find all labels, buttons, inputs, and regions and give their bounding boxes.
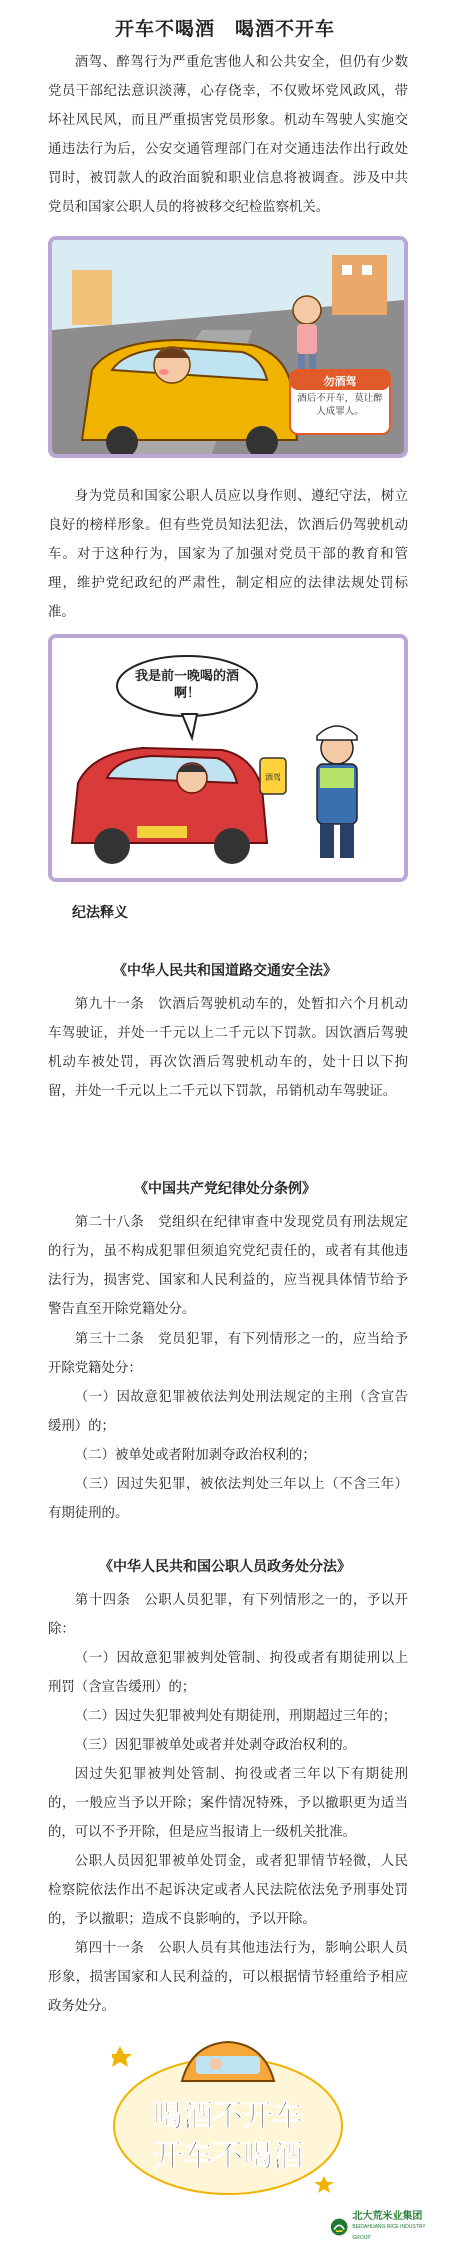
law1-text: 第九十一条 饮酒后驾驶机动车的，处暂扣六个月机动车驾驶证，并处一千元以上二千元以下罚款。因饮酒后驾驶机动车被处罚，再次饮酒后驾驶机动车的，处十日以下拘留，并处一千元以上二千元以下罚款，吊销机动车驾驶证。 — [48, 997, 408, 1099]
law2-article-28: 第二十八条 党组织在纪律审查中发现党员有刑法规定的行为，虽不构成犯罪但须追究党纪责任的，或者有其他违法行为，损害党、国家和人民利益的，应当视具体情节给予警告直至开除党籍处分。 — [48, 1215, 408, 1317]
star-icon — [112, 2046, 132, 2067]
law3-article-14: 第十四条 公职人员犯罪，有下列情形之一的，予以开除： — [48, 1593, 408, 1637]
company-logo — [330, 2210, 430, 2241]
cartoon-drunk-driver-illustration — [52, 240, 404, 454]
section-label: 纪法释义 — [72, 905, 128, 921]
banner-line-2: 开车不喝酒 — [153, 2139, 303, 2174]
law2-title: 《中国共产党纪律处分条例》 — [134, 1181, 316, 1197]
law3-item-2: （二）因过失犯罪被判处有期徒刑，刑期超过三年的； — [74, 1709, 397, 1724]
device-label: 酒驾 — [265, 773, 281, 782]
driver-figure — [154, 347, 190, 383]
law3-item-3: （三）因犯罪被单处或者并处剥夺政治权利的。 — [74, 1738, 356, 1753]
law3-paragraph-negligence: 因过失犯罪被判处管制、拘役或者三年以下有期徒刑的，一般应当予以开除；案件情况特殊，予以撤职更为适当的，可以不予开除，但是应当报请上一级机关批准。 — [48, 1767, 408, 1840]
cartoon-police-check-illustration — [52, 638, 404, 878]
logo-subtitle: BEIDAHUANG RICE INDUSTRY GROUP — [352, 2223, 426, 2241]
law2-item-2: （二）被单处或者附加剥夺政治权利的； — [74, 1448, 316, 1463]
star-icon — [314, 2176, 334, 2193]
law3-item-1: （一）因故意犯罪被判处管制、拘役或者有期徒刑以上刑罚（含宣告缓刑）的； — [48, 1651, 408, 1695]
law2-article-32: 第三十二条 党员犯罪，有下列情形之一的，应当给予开除党籍处分： — [48, 1332, 408, 1376]
driver-figure — [177, 763, 207, 793]
building-icon — [72, 270, 112, 325]
law2-item-3: （三）因过失犯罪，被依法判处三年以上（不含三年）有期徒刑的。 — [48, 1477, 408, 1521]
sign-title: 勿酒驾 — [323, 375, 357, 388]
law1-title: 《中华人民共和国道路交通安全法》 — [113, 963, 337, 979]
law3-article-41: 第四十一条 公职人员有其他违法行为，影响公职人员形象，损害国家和人民利益的，可以根据情节轻重给予相应政务处分。 — [48, 1941, 408, 2014]
law3-title: 《中华人民共和国公职人员政务处分法》 — [99, 1559, 351, 1575]
law3-paragraph-fine: 公职人员因犯罪被单处罚金，或者犯罪情节轻微，人民检察院依法作出不起诉决定或者人民法院依法免予刑事处罚的，予以撤职；造成不良影响的，予以开除。 — [48, 1854, 408, 1927]
logo-mark-icon — [330, 2216, 348, 2238]
building-icon — [332, 255, 387, 315]
speech-text: 我是前一晚喝的酒啊！ — [134, 669, 239, 701]
car-icon — [182, 2042, 274, 2081]
banner-illustration — [112, 2026, 344, 2200]
law2-item-1: （一）因故意犯罪被依法判处刑法规定的主刑（含宣告缓刑）的； — [48, 1390, 408, 1434]
page-title: 开车不喝酒 喝酒不开车 — [114, 18, 335, 40]
cartoon-police-check — [48, 634, 408, 882]
sign-text: 酒后不开车，莫让醉人成罪人。 — [297, 393, 383, 417]
intro-paragraph: 酒驾、醉驾行为严重危害他人和公共安全，但仍有少数党员干部纪法意识淡薄，心存侥幸，不仅败坏党风政风，带坏社风民风，而且严重损害党员形象。机动车驾驶人实施交通违法行为后，公安交通管理部门在对交通违法作出行政处罚时，被罚款人的政治面貌和职业信息将被调查。涉及中共党员和国家公职人员的将被移交纪检监察机关。 — [48, 55, 408, 215]
cartoon-drunk-driver — [48, 236, 408, 458]
banner-line-1: 喝酒不开车 — [153, 2099, 303, 2134]
car-icon — [82, 340, 297, 454]
paragraph-2: 身为党员和国家公职人员应以身作则、遵纪守法，树立良好的榜样形象。但有些党员知法犯法，饮酒后仍驾驶机动车。对于这种行为，国家为了加强对党员干部的教育和管理，维护党纪政纪的严肃性，制定相应的法律法规处罚标准。 — [48, 489, 408, 620]
banner-cartoon — [112, 2026, 344, 2200]
logo-name: 北大荒米业集团 — [352, 2210, 423, 2222]
